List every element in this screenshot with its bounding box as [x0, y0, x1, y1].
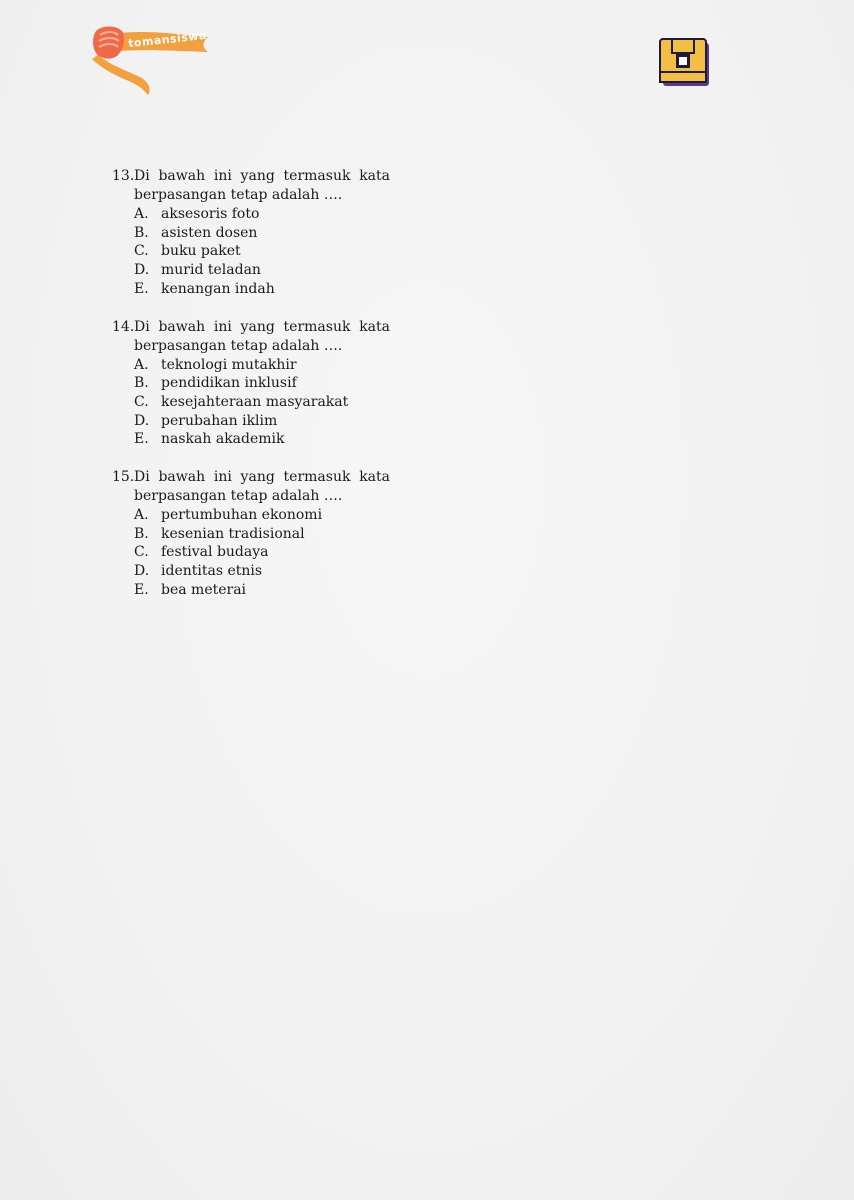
option-letter: B. — [134, 375, 149, 392]
option-text: festival budaya — [161, 544, 269, 561]
option-letter: E. — [134, 431, 149, 448]
option-letter: D. — [134, 563, 150, 580]
answer-option-e — [112, 280, 390, 299]
brand-logo-right — [658, 36, 712, 88]
answer-option-b — [112, 224, 390, 243]
option-text: bea meterai — [161, 581, 247, 598]
building-block-icon — [658, 36, 712, 88]
question-text-line: berpasangan tetap adalah …. — [134, 488, 343, 505]
option-text: naskah akademik — [161, 431, 285, 448]
brand-logo-text: tomansiswa — [127, 28, 208, 51]
answer-option-c — [112, 393, 390, 412]
question-text-line: Di bawah ini yang termasuk kata — [134, 318, 390, 335]
option-letter: E. — [134, 280, 149, 297]
option-letter: C. — [134, 393, 149, 410]
answer-option-a — [112, 506, 390, 525]
question-list — [112, 167, 390, 619]
answer-options — [112, 506, 390, 600]
option-letter: C. — [134, 544, 149, 561]
answer-option-b — [112, 525, 390, 544]
option-letter: E. — [134, 581, 149, 598]
option-letter: B. — [134, 224, 149, 241]
option-text: identitas etnis — [161, 563, 263, 580]
option-text: murid teladan — [161, 262, 261, 279]
question-14 — [112, 318, 390, 450]
answer-option-a — [112, 356, 390, 375]
answer-options — [112, 205, 390, 299]
answer-option-a — [112, 205, 390, 224]
answer-option-c — [112, 543, 390, 562]
option-text: teknologi mutakhir — [161, 356, 297, 373]
answer-option-d — [112, 412, 390, 431]
option-text: pendidikan inklusif — [161, 375, 297, 392]
question-text-line: Di bawah ini yang termasuk kata — [134, 168, 390, 184]
option-letter: A. — [134, 206, 149, 222]
answer-option-c — [112, 242, 390, 261]
option-text: kenangan indah — [161, 280, 275, 297]
option-letter: A. — [134, 507, 149, 524]
answer-option-e — [112, 581, 390, 600]
option-text: asisten dosen — [161, 224, 258, 241]
question-number: 13. — [112, 168, 135, 184]
question-text-line: berpasangan tetap adalah …. — [134, 337, 343, 354]
answer-option-d — [112, 261, 390, 280]
option-letter: D. — [134, 412, 150, 429]
question-15 — [112, 468, 390, 600]
answer-option-d — [112, 562, 390, 581]
option-text: kesenian tradisional — [161, 525, 305, 542]
option-letter: C. — [134, 243, 149, 260]
option-letter: A. — [134, 356, 149, 373]
answer-option-e — [112, 430, 390, 449]
question-number: 14. — [112, 318, 135, 335]
option-text: kesejahteraan masyarakat — [161, 393, 349, 410]
brand-logo-left — [90, 25, 215, 97]
answer-option-b — [112, 374, 390, 393]
question-text-line: berpasangan tetap adalah …. — [134, 187, 343, 203]
option-text: aksesoris foto — [161, 206, 260, 222]
option-text: perubahan iklim — [161, 412, 278, 429]
option-text: pertumbuhan ekonomi — [161, 507, 323, 524]
question-13 — [112, 167, 390, 299]
question-text-line: Di bawah ini yang termasuk kata — [134, 469, 390, 486]
option-letter: D. — [134, 262, 150, 279]
question-number: 15. — [112, 469, 135, 486]
option-letter: B. — [134, 525, 149, 542]
answer-options — [112, 356, 390, 450]
option-text: buku paket — [161, 243, 241, 260]
